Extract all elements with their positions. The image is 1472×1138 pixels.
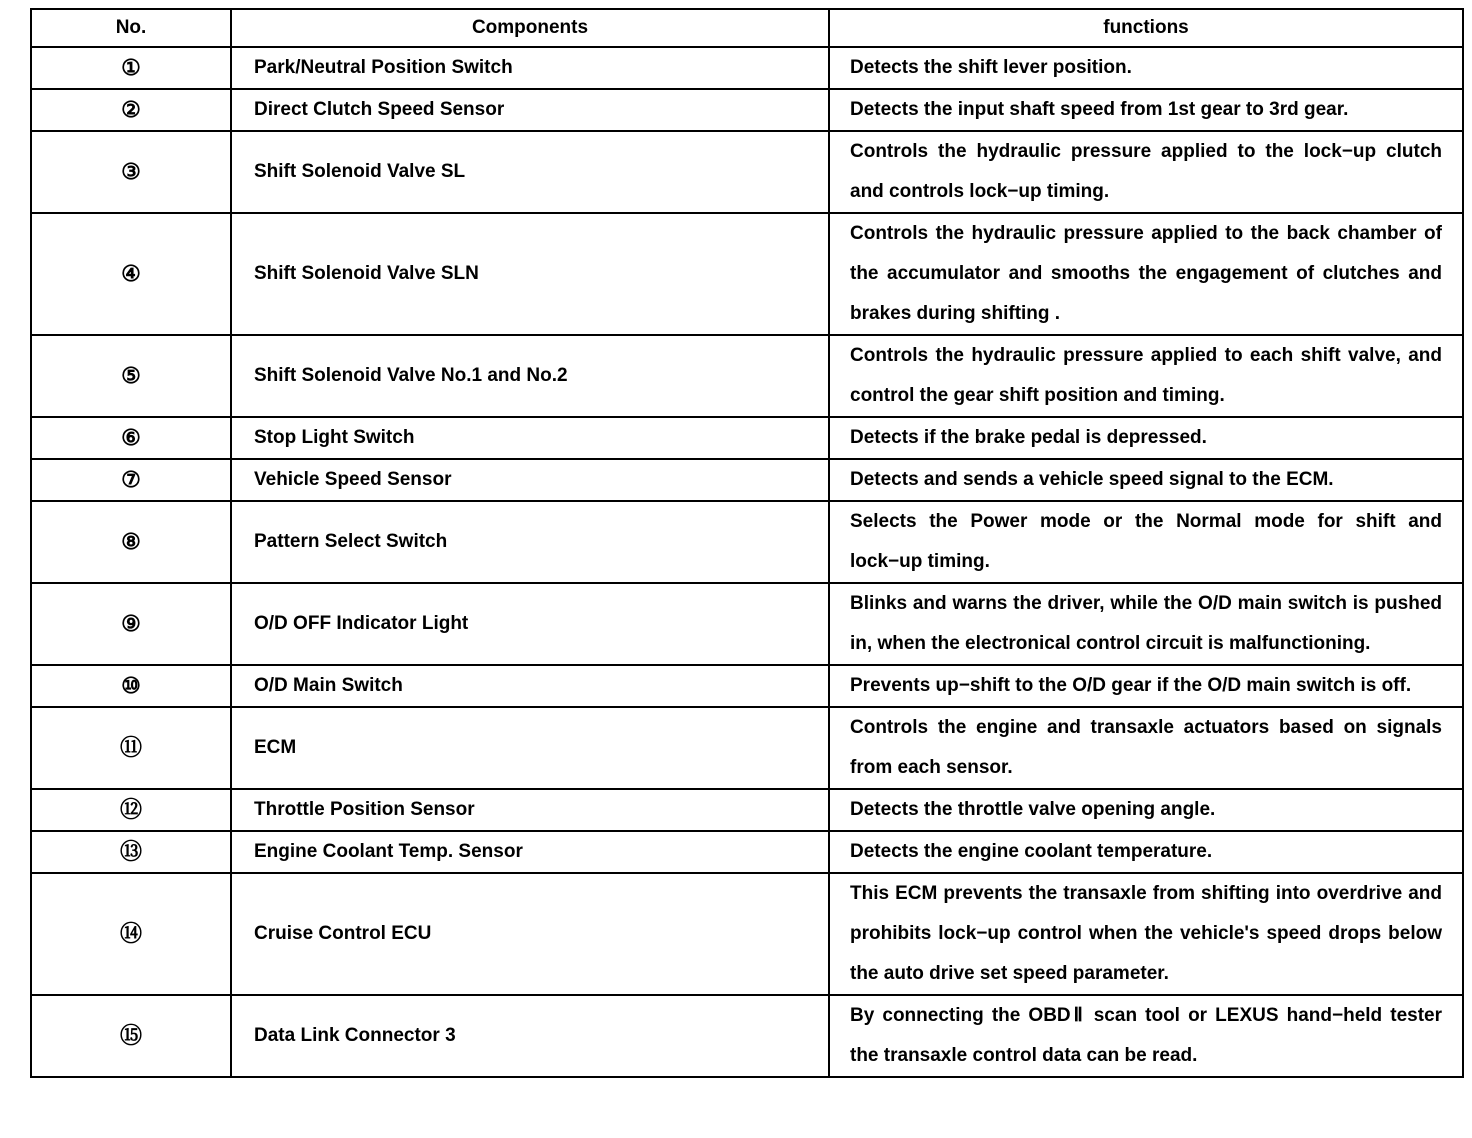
component-name: Direct Clutch Speed Sensor [231,89,829,131]
table-row [31,335,1463,417]
component-function: Detects the engine coolant temperature. [829,831,1463,873]
component-function: This ECM prevents the transaxle from shifting into overdrive and prohibits lock−up control when the vehicle's speed drops below the auto drive set speed parameter. [829,873,1463,995]
row-number: ⑥ [31,417,231,459]
header-components: Components [231,9,829,47]
row-number: ③ [31,131,231,213]
row-number: ⑬ [31,831,231,873]
component-function: Detects the input shaft speed from 1st gear to 3rd gear. [829,89,1463,131]
components-table [30,8,1464,1078]
row-number: ⑪ [31,707,231,789]
component-name: Cruise Control ECU [231,873,829,995]
table-header-row [31,9,1463,47]
component-name: Throttle Position Sensor [231,789,829,831]
table-row [31,89,1463,131]
header-functions: functions [829,9,1463,47]
header-no: No. [31,9,231,47]
component-function: Blinks and warns the driver, while the O/D main switch is pushed in, when the electronical control circuit is malfunctioning. [829,583,1463,665]
row-number: ⑤ [31,335,231,417]
component-function: Controls the hydraulic pressure applied to each shift valve, and control the gear shift position and timing. [829,335,1463,417]
component-name: Data Link Connector 3 [231,995,829,1077]
component-function: Controls the engine and transaxle actuators based on signals from each sensor. [829,707,1463,789]
table-row [31,459,1463,501]
table-row [31,47,1463,89]
table-row [31,131,1463,213]
component-name: Vehicle Speed Sensor [231,459,829,501]
table-row [31,831,1463,873]
table-row [31,873,1463,995]
row-number: ⑮ [31,995,231,1077]
component-function: Detects and sends a vehicle speed signal to the ECM. [829,459,1463,501]
table-row [31,213,1463,335]
component-function: By connecting the OBDⅡ scan tool or LEXUS hand−held tester the transaxle control data can be read. [829,995,1463,1077]
component-function: Selects the Power mode or the Normal mode for shift and lock−up timing. [829,501,1463,583]
row-number: ② [31,89,231,131]
component-function: Detects the shift lever position. [829,47,1463,89]
component-name: Shift Solenoid Valve SLN [231,213,829,335]
row-number: ⑧ [31,501,231,583]
component-name: O/D Main Switch [231,665,829,707]
component-name: Pattern Select Switch [231,501,829,583]
table-row [31,583,1463,665]
row-number: ① [31,47,231,89]
component-function: Controls the hydraulic pressure applied to the back chamber of the accumulator and smooths the engagement of clutches and brakes during shifting . [829,213,1463,335]
component-function: Controls the hydraulic pressure applied to the lock−up clutch and controls lock−up timing. [829,131,1463,213]
table-row [31,501,1463,583]
table-row [31,707,1463,789]
component-name: Stop Light Switch [231,417,829,459]
table-row [31,789,1463,831]
table-row [31,417,1463,459]
component-name: O/D OFF Indicator Light [231,583,829,665]
component-name: Shift Solenoid Valve SL [231,131,829,213]
row-number: ⑫ [31,789,231,831]
table-row [31,665,1463,707]
component-function: Detects the throttle valve opening angle. [829,789,1463,831]
component-name: Engine Coolant Temp. Sensor [231,831,829,873]
row-number: ⑨ [31,583,231,665]
component-name: ECM [231,707,829,789]
component-name: Shift Solenoid Valve No.1 and No.2 [231,335,829,417]
component-function: Detects if the brake pedal is depressed. [829,417,1463,459]
row-number: ④ [31,213,231,335]
row-number: ⑦ [31,459,231,501]
component-name: Park/Neutral Position Switch [231,47,829,89]
row-number: ⑭ [31,873,231,995]
components-table-container [30,8,1464,1078]
row-number: ⑩ [31,665,231,707]
component-function: Prevents up−shift to the O/D gear if the O/D main switch is off. [829,665,1463,707]
table-row [31,995,1463,1077]
